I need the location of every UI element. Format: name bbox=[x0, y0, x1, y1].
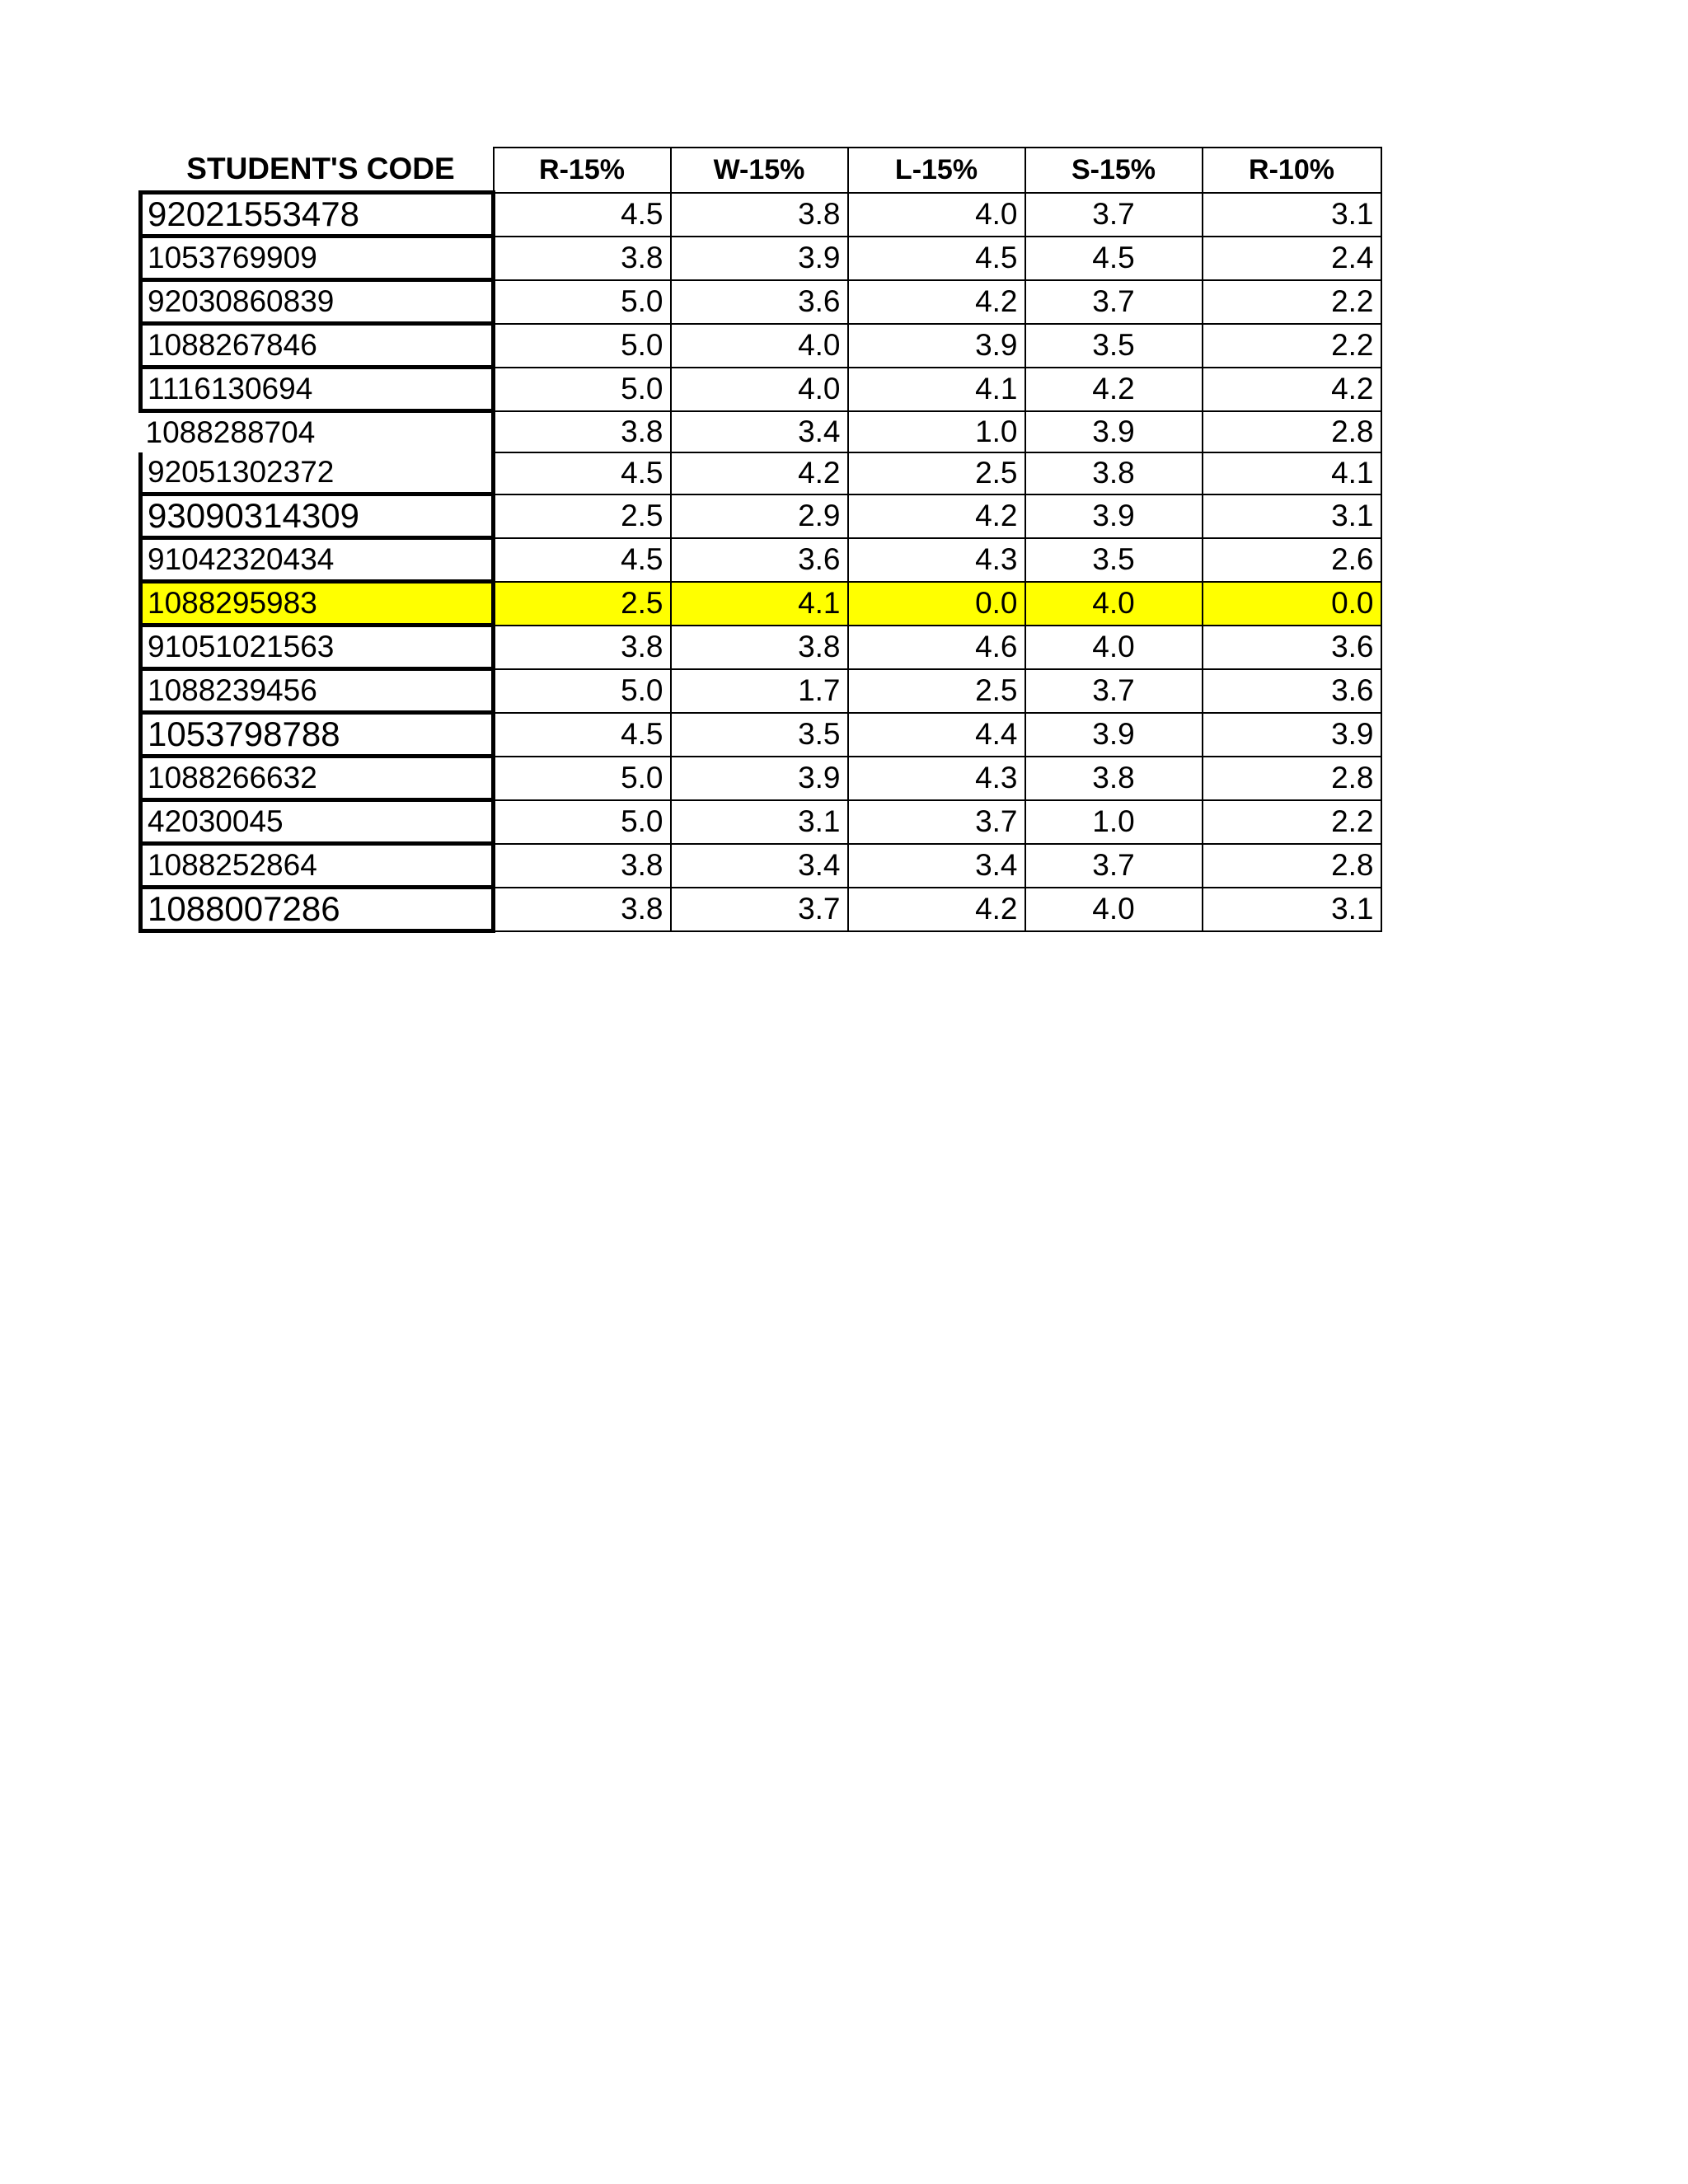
score-cell: 2.2 bbox=[1203, 324, 1381, 368]
student-code-cell: 42030045 bbox=[141, 800, 494, 844]
student-code-cell: 1088266632 bbox=[141, 757, 494, 800]
student-code-cell: 91051021563 bbox=[141, 626, 494, 669]
score-cell: 3.9 bbox=[1025, 713, 1203, 757]
score-cell: 4.2 bbox=[848, 888, 1025, 931]
score-cell: 4.0 bbox=[1025, 582, 1203, 626]
score-cell: 4.0 bbox=[671, 368, 848, 411]
score-cell: 4.5 bbox=[1025, 237, 1203, 280]
score-cell: 3.6 bbox=[671, 538, 848, 582]
score-cell: 3.8 bbox=[494, 626, 671, 669]
score-cell: 3.8 bbox=[1025, 757, 1203, 800]
student-code-cell: 1053798788 bbox=[141, 713, 494, 757]
column-header-r-15: R-15% bbox=[494, 148, 671, 193]
score-cell: 4.0 bbox=[1025, 626, 1203, 669]
score-cell: 3.1 bbox=[671, 800, 848, 844]
score-cell: 5.0 bbox=[494, 324, 671, 368]
table-row bbox=[141, 280, 1381, 324]
score-cell: 4.3 bbox=[848, 757, 1025, 800]
score-cell: 3.7 bbox=[1025, 669, 1203, 713]
table-row bbox=[141, 757, 1381, 800]
student-code-cell: 1116130694 bbox=[141, 368, 494, 411]
score-cell: 4.1 bbox=[1203, 452, 1381, 494]
score-cell: 3.8 bbox=[1025, 452, 1203, 494]
table-row bbox=[141, 888, 1381, 931]
table-row bbox=[141, 669, 1381, 713]
score-cell: 5.0 bbox=[494, 757, 671, 800]
score-cell: 2.5 bbox=[848, 669, 1025, 713]
score-cell: 3.8 bbox=[671, 193, 848, 237]
score-cell: 2.2 bbox=[1203, 800, 1381, 844]
score-cell: 2.2 bbox=[1203, 280, 1381, 324]
student-code-header: STUDENT'S CODE bbox=[186, 152, 455, 185]
score-cell: 2.8 bbox=[1203, 411, 1381, 453]
table-row bbox=[141, 237, 1381, 280]
score-cell: 3.8 bbox=[494, 888, 671, 931]
score-cell: 4.0 bbox=[848, 193, 1025, 237]
column-header-s-15: S-15% bbox=[1025, 148, 1203, 193]
score-cell: 4.6 bbox=[848, 626, 1025, 669]
score-cell: 3.9 bbox=[1025, 494, 1203, 538]
score-cell: 3.1 bbox=[1203, 494, 1381, 538]
score-cell: 4.0 bbox=[1025, 888, 1203, 931]
score-cell: 2.9 bbox=[671, 494, 848, 538]
student-code-cell: 1088239456 bbox=[141, 669, 494, 713]
score-cell: 3.9 bbox=[1025, 411, 1203, 453]
score-cell: 4.0 bbox=[671, 324, 848, 368]
score-cell: 4.1 bbox=[848, 368, 1025, 411]
header-row bbox=[141, 148, 1381, 193]
score-cell: 3.5 bbox=[1025, 538, 1203, 582]
grades-table bbox=[138, 147, 1382, 933]
score-cell: 4.3 bbox=[848, 538, 1025, 582]
table-row bbox=[141, 411, 1381, 453]
score-cell: 3.4 bbox=[671, 411, 848, 453]
column-header-w-15: W-15% bbox=[671, 148, 848, 193]
score-cell: 4.4 bbox=[848, 713, 1025, 757]
table-row bbox=[141, 494, 1381, 538]
score-cell: 0.0 bbox=[848, 582, 1025, 626]
score-cell: 3.7 bbox=[1025, 280, 1203, 324]
score-cell: 3.5 bbox=[1025, 324, 1203, 368]
score-cell: 4.2 bbox=[1025, 368, 1203, 411]
score-cell: 3.7 bbox=[1025, 844, 1203, 888]
score-cell: 2.8 bbox=[1203, 844, 1381, 888]
score-cell: 3.7 bbox=[1025, 193, 1203, 237]
score-cell: 5.0 bbox=[494, 669, 671, 713]
table-row bbox=[141, 582, 1381, 626]
table-row bbox=[141, 800, 1381, 844]
student-code-cell: 92021553478 bbox=[141, 193, 494, 237]
score-cell: 3.9 bbox=[848, 324, 1025, 368]
score-cell: 4.5 bbox=[494, 193, 671, 237]
score-cell: 3.9 bbox=[671, 757, 848, 800]
table-body bbox=[141, 193, 1381, 931]
table-row bbox=[141, 193, 1381, 237]
score-cell: 2.5 bbox=[494, 582, 671, 626]
table-row bbox=[141, 713, 1381, 757]
score-cell: 5.0 bbox=[494, 368, 671, 411]
score-cell: 4.5 bbox=[494, 452, 671, 494]
score-cell: 3.9 bbox=[1203, 713, 1381, 757]
table-row bbox=[141, 324, 1381, 368]
student-code-cell: 1053769909 bbox=[141, 237, 494, 280]
score-cell: 3.6 bbox=[671, 280, 848, 324]
student-code-cell: 91042320434 bbox=[141, 538, 494, 582]
score-cell: 5.0 bbox=[494, 800, 671, 844]
score-cell: 4.5 bbox=[494, 713, 671, 757]
score-cell: 3.7 bbox=[671, 888, 848, 931]
student-code-cell: 92030860839 bbox=[141, 280, 494, 324]
student-code-cell: 1088288704 bbox=[141, 411, 494, 453]
score-cell: 4.5 bbox=[848, 237, 1025, 280]
table-row bbox=[141, 452, 1381, 494]
student-code-cell: 1088252864 bbox=[141, 844, 494, 888]
score-cell: 1.0 bbox=[1025, 800, 1203, 844]
student-code-cell: 1088267846 bbox=[141, 324, 494, 368]
column-header-r-10: R-10% bbox=[1203, 148, 1381, 193]
score-cell: 3.5 bbox=[671, 713, 848, 757]
score-cell: 2.5 bbox=[494, 494, 671, 538]
score-cell: 3.8 bbox=[494, 237, 671, 280]
score-cell: 3.8 bbox=[494, 844, 671, 888]
column-header-l-15: L-15% bbox=[848, 148, 1025, 193]
score-cell: 3.6 bbox=[1203, 669, 1381, 713]
score-cell: 3.4 bbox=[848, 844, 1025, 888]
table-row bbox=[141, 368, 1381, 411]
score-cell: 4.5 bbox=[494, 538, 671, 582]
score-cell: 3.7 bbox=[848, 800, 1025, 844]
score-cell: 3.1 bbox=[1203, 193, 1381, 237]
student-code-cell: 93090314309 bbox=[141, 494, 494, 538]
score-cell: 0.0 bbox=[1203, 582, 1381, 626]
score-cell: 2.8 bbox=[1203, 757, 1381, 800]
score-cell: 3.8 bbox=[494, 411, 671, 453]
table-row bbox=[141, 626, 1381, 669]
score-cell: 1.7 bbox=[671, 669, 848, 713]
student-code-cell: 1088295983 bbox=[141, 582, 494, 626]
score-cell: 4.2 bbox=[671, 452, 848, 494]
score-cell: 3.4 bbox=[671, 844, 848, 888]
score-cell: 4.2 bbox=[848, 280, 1025, 324]
score-cell: 4.2 bbox=[848, 494, 1025, 538]
table-row bbox=[141, 538, 1381, 582]
table-row bbox=[141, 844, 1381, 888]
score-cell: 1.0 bbox=[848, 411, 1025, 453]
student-code-cell: 92051302372 bbox=[141, 452, 494, 494]
student-code-cell: 1088007286 bbox=[141, 888, 494, 931]
score-cell: 3.1 bbox=[1203, 888, 1381, 931]
score-cell: 4.2 bbox=[1203, 368, 1381, 411]
score-cell: 3.9 bbox=[671, 237, 848, 280]
score-cell: 3.6 bbox=[1203, 626, 1381, 669]
score-cell: 5.0 bbox=[494, 280, 671, 324]
score-cell: 2.6 bbox=[1203, 538, 1381, 582]
score-cell: 2.5 bbox=[848, 452, 1025, 494]
score-cell: 3.8 bbox=[671, 626, 848, 669]
score-cell: 2.4 bbox=[1203, 237, 1381, 280]
score-cell: 4.1 bbox=[671, 582, 848, 626]
